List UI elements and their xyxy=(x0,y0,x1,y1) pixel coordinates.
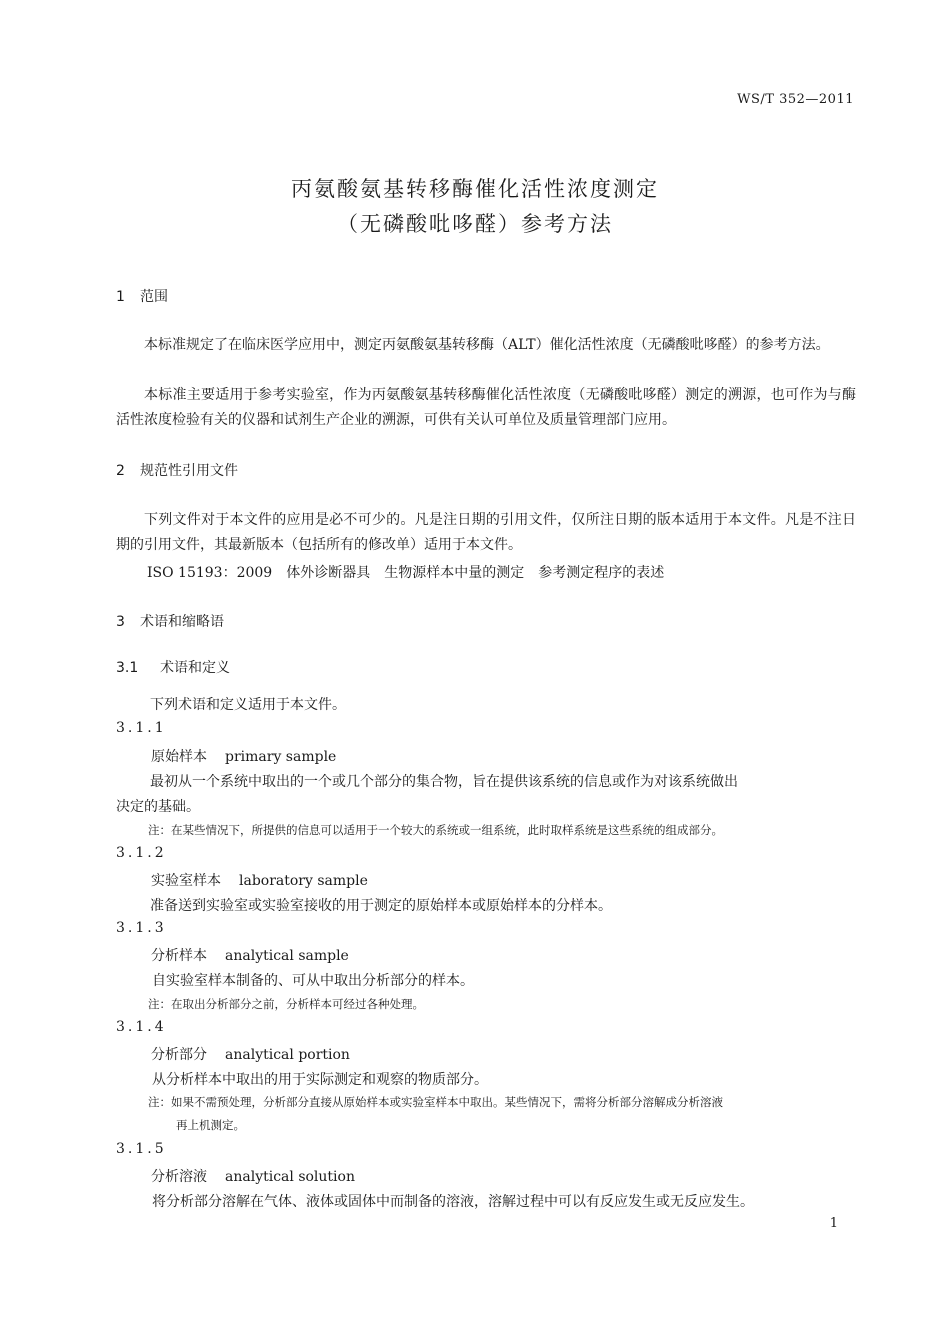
term-definition: 自实验室样本制备的、可从中取出分析部分的样本。 xyxy=(152,973,474,989)
term-definition: 从分析样本中取出的用于实际测定和观察的物质部分。 xyxy=(152,1072,488,1088)
term-number: 3.1.4 xyxy=(116,1019,167,1035)
term-note: 注：如果不需预处理，分析部分直接从原始样本或实验室样本中取出。某些情况下，需将分析部分溶解成分析溶液 xyxy=(148,1095,723,1109)
term-chinese: 原始样本 xyxy=(151,749,207,765)
term-heading xyxy=(151,746,336,766)
section-title: 规范性引用文件 xyxy=(140,463,238,479)
section-number: 3 xyxy=(116,614,125,630)
term-chinese: 实验室样本 xyxy=(151,873,221,889)
section-3-1-heading xyxy=(116,657,230,677)
section-1-heading xyxy=(116,286,168,306)
term-definition-continued: 决定的基础。 xyxy=(116,799,200,815)
section-number: 3.1 xyxy=(116,660,139,676)
section-3-heading xyxy=(116,611,224,631)
term-definition: 准备送到实验室或实验室接收的用于测定的原始样本或原始样本的分样本。 xyxy=(150,898,612,914)
term-chinese: 分析样本 xyxy=(151,948,207,964)
term-heading xyxy=(151,870,368,890)
term-note-continued: 再上机测定。 xyxy=(176,1118,245,1132)
section-title: 范围 xyxy=(140,289,168,305)
term-english: primary sample xyxy=(225,749,337,765)
term-number: 3.1.1 xyxy=(116,720,167,736)
term-number: 3.1.3 xyxy=(116,920,167,936)
section-2-heading xyxy=(116,460,238,480)
section-title: 术语和缩略语 xyxy=(140,614,224,630)
page-number: 1 xyxy=(829,1216,838,1231)
section-3-1-intro: 下列术语和定义适用于本文件。 xyxy=(150,697,346,713)
document-title-line1: 丙氨酸氨基转移酶催化活性浓度测定 xyxy=(291,177,659,201)
term-english: analytical sample xyxy=(225,948,349,964)
standard-code: WS/T 352—2011 xyxy=(737,92,854,107)
term-definition: 将分析部分溶解在气体、液体或固体中而制备的溶液，溶解过程中可以有反应发生或无反应发生。 xyxy=(152,1194,754,1210)
term-note: 注：在某些情况下，所提供的信息可以适用于一个较大的系统或一组系统，此时取样系统是这些系统的组成部分。 xyxy=(148,823,723,837)
section-1-paragraph-1: 本标准规定了在临床医学应用中，测定丙氨酸氨基转移酶（ALT）催化活性浓度（无磷酸吡哆醛）的参考方法。 xyxy=(144,337,830,353)
section-title: 术语和定义 xyxy=(160,660,230,676)
term-english: analytical solution xyxy=(225,1169,355,1185)
term-number: 3.1.2 xyxy=(116,845,167,861)
section-2-paragraph-1: 下列文件对于本文件的应用是必不可少的。凡是注日期的引用文件，仅所注日期的版本适用于本文件。凡是不注日期的引用文件，其最新版本（包括所有的修改单）适用于本文件。 xyxy=(116,512,856,553)
term-english: laboratory sample xyxy=(239,873,368,889)
term-heading xyxy=(151,1166,355,1186)
term-heading xyxy=(151,1044,350,1064)
term-number: 3.1.5 xyxy=(116,1141,167,1157)
document-title-line2: （无磷酸吡哆醛）参考方法 xyxy=(337,212,613,236)
term-chinese: 分析部分 xyxy=(151,1047,207,1063)
term-english: analytical portion xyxy=(225,1047,350,1063)
term-chinese: 分析溶液 xyxy=(151,1169,207,1185)
normative-reference: ISO 15193：2009 体外诊断器具 生物源样本中量的测定 参考测定程序的表述 xyxy=(147,565,665,581)
section-number: 2 xyxy=(116,463,125,479)
section-number: 1 xyxy=(116,289,125,305)
term-note: 注：在取出分析部分之前，分析样本可经过各种处理。 xyxy=(148,997,424,1011)
section-1-paragraph-2: 本标准主要适用于参考实验室，作为丙氨酸氨基转移酶催化活性浓度（无磷酸吡哆醛）测定的溯源，也可作为与酶活性浓度检验有关的仪器和试剂生产企业的溯源，可供有关认可单位及质量管理部门应用。 xyxy=(116,387,856,428)
term-definition: 最初从一个系统中取出的一个或几个部分的集合物，旨在提供该系统的信息或作为对该系统做出 xyxy=(150,774,738,790)
term-heading xyxy=(151,945,349,965)
